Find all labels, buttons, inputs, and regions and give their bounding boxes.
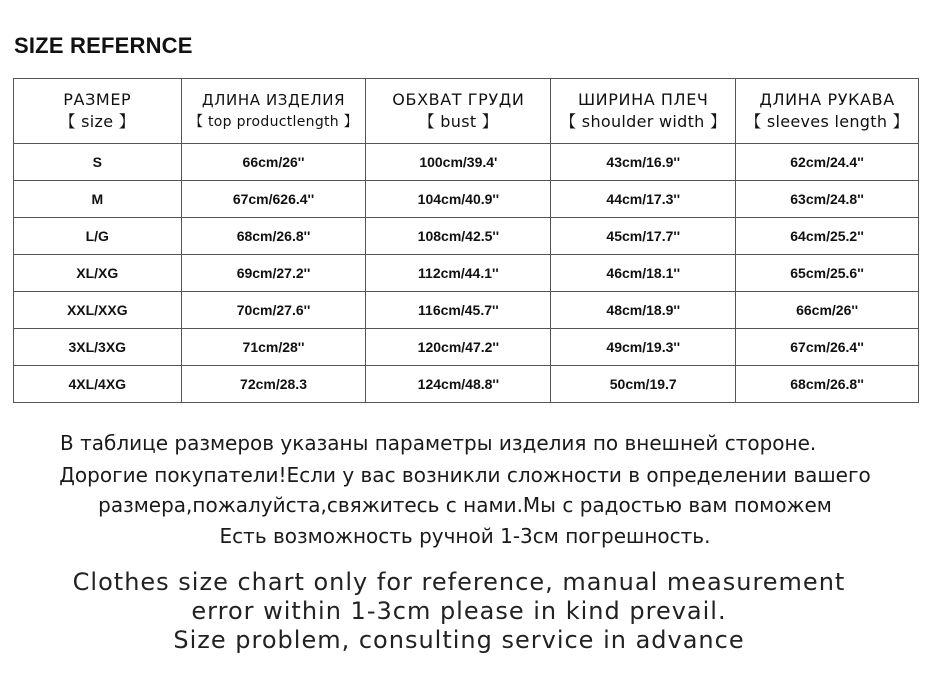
cell-length: 69cm/27.2'': [181, 255, 366, 292]
note-en-line-3: Size problem, consulting service in advance: [173, 626, 745, 654]
page-title: SIZE REFERNCE: [14, 33, 193, 58]
cell-size: XXL/XXG: [14, 292, 182, 329]
note-ru-line-1: В таблице размеров указаны параметры изделия по внешней стороне.: [60, 431, 817, 455]
table-row: [14, 329, 919, 366]
table-row: [14, 218, 919, 255]
table-row: [14, 144, 919, 181]
cell-size: M: [14, 181, 182, 218]
cell-shoulder: 50cm/19.7: [551, 366, 736, 403]
cell-size: 3XL/3XG: [14, 329, 182, 366]
cell-length: 67cm/626.4'': [181, 181, 366, 218]
table-row: [14, 292, 919, 329]
cell-shoulder: 43cm/16.9'': [551, 144, 736, 181]
cell-shoulder: 45cm/17.7'': [551, 218, 736, 255]
cell-sleeve: 62cm/24.4'': [736, 144, 919, 181]
header-label-en: 【 bust 】: [418, 112, 499, 131]
cell-shoulder: 46cm/18.1'': [551, 255, 736, 292]
cell-sleeve: 65cm/25.6'': [736, 255, 919, 292]
note-ru-line-3: размера,пожалуйста,свяжитесь с нами.Мы с радостью вам поможем: [98, 493, 832, 517]
table-row: [14, 255, 919, 292]
header-sleeve: [736, 79, 919, 144]
header-length: [181, 79, 366, 144]
note-en-line-2: error within 1-3cm please in kind prevail.: [191, 597, 727, 625]
header-label-en: 【 sleeves length 】: [745, 112, 909, 131]
header-shoulder: [551, 79, 736, 144]
cell-shoulder: 44cm/17.3'': [551, 181, 736, 218]
note-ru-line-4: Есть возможность ручной 1-3см погрешность.: [219, 524, 711, 548]
cell-sleeve: 66cm/26'': [736, 292, 919, 329]
cell-bust: 108cm/42.5'': [366, 218, 551, 255]
cell-bust: 116cm/45.7'': [366, 292, 551, 329]
cell-size: S: [14, 144, 182, 181]
cell-sleeve: 68cm/26.8'': [736, 366, 919, 403]
cell-length: 70cm/27.6'': [181, 292, 366, 329]
cell-bust: 100cm/39.4': [366, 144, 551, 181]
table-row: [14, 181, 919, 218]
cell-shoulder: 48cm/18.9'': [551, 292, 736, 329]
cell-length: 72cm/28.3: [181, 366, 366, 403]
cell-length: 71cm/28'': [181, 329, 366, 366]
cell-sleeve: 67cm/26.4'': [736, 329, 919, 366]
cell-sleeve: 64cm/25.2'': [736, 218, 919, 255]
header-label-en: 【 size 】: [59, 112, 136, 131]
cell-bust: 112cm/44.1'': [366, 255, 551, 292]
cell-bust: 104cm/40.9'': [366, 181, 551, 218]
header-label-ru: ШИРИНА ПЛЕЧ: [577, 90, 709, 109]
cell-sleeve: 63cm/24.8'': [736, 181, 919, 218]
header-label-en: 【 shoulder width 】: [560, 112, 727, 131]
cell-size: L/G: [14, 218, 182, 255]
cell-bust: 124cm/48.8'': [366, 366, 551, 403]
header-bust: [366, 79, 551, 144]
cell-size: XL/XG: [14, 255, 182, 292]
note-en-line-1: Clothes size chart only for reference, manual measurement: [72, 568, 846, 596]
header-size: [14, 79, 182, 144]
cell-length: 66cm/26'': [181, 144, 366, 181]
header-label-ru: ОБХВАТ ГРУДИ: [392, 90, 525, 109]
size-table: [13, 78, 919, 403]
header-label-ru: ДЛИНА РУКАВА: [759, 90, 895, 109]
header-label-ru: РАЗМЕР: [63, 90, 132, 109]
table-header-row: [14, 79, 919, 144]
cell-length: 68cm/26.8'': [181, 218, 366, 255]
cell-bust: 120cm/47.2'': [366, 329, 551, 366]
header-label-ru: ДЛИНА ИЗДЕЛИЯ: [201, 91, 346, 109]
header-label-en: 【 top productlength 】: [188, 114, 359, 130]
table-row: [14, 366, 919, 403]
cell-shoulder: 49cm/19.3'': [551, 329, 736, 366]
note-ru-line-2: Дорогие покупатели!Если у вас возникли сложности в определении вашего: [59, 463, 871, 487]
cell-size: 4XL/4XG: [14, 366, 182, 403]
